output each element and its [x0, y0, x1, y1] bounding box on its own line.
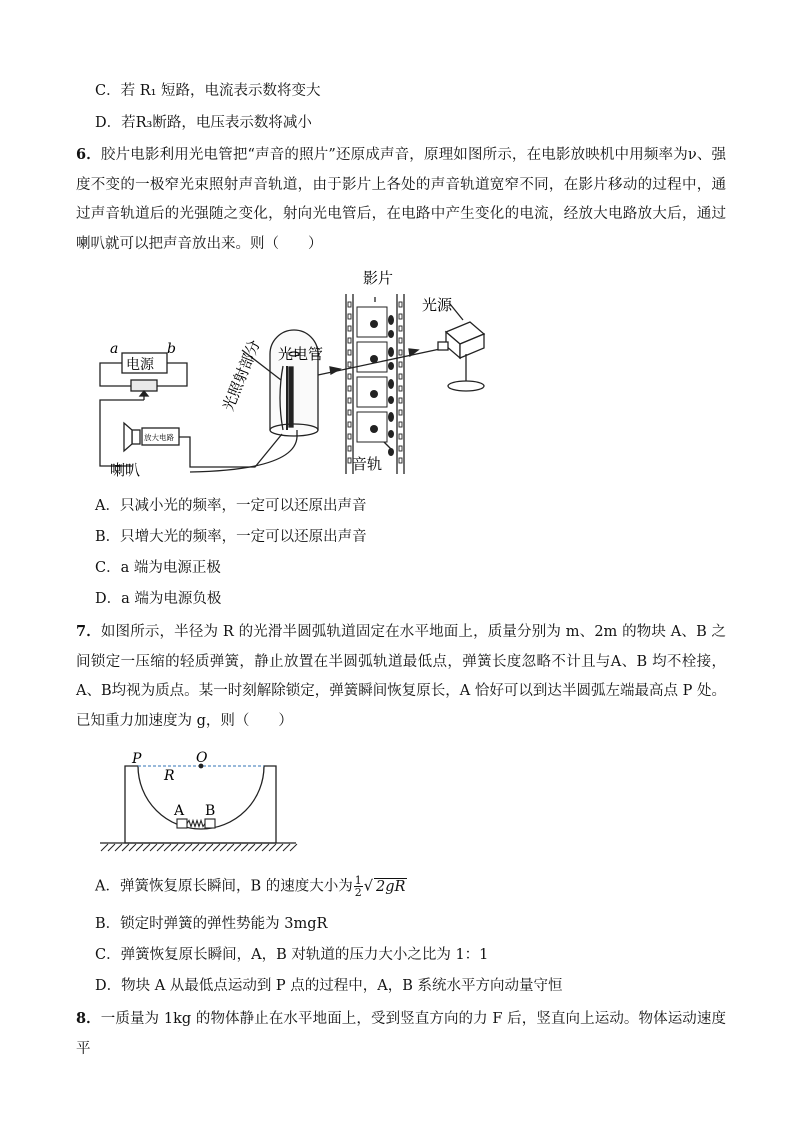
q5-option-c: C．若 R₁ 短路，电流表示数将变大 [95, 83, 321, 99]
label-amplifier: 放大电路 [144, 433, 174, 442]
fraction-denominator: 2 [354, 886, 362, 899]
q6-option-a: A．只减小光的频率，一定可以还原出声音 [95, 498, 367, 514]
label-light-source: 光源 [422, 296, 453, 314]
q8-stem [76, 1004, 726, 1064]
label-a-block: A [174, 803, 185, 819]
q6-figure [0, 262, 794, 492]
block-a [177, 819, 187, 828]
fraction [354, 875, 363, 898]
q7-option-a [95, 875, 407, 898]
spring [187, 821, 205, 827]
label-power: 电源 [126, 357, 154, 373]
speaker-icon [132, 430, 140, 444]
label-p: P [132, 751, 142, 767]
fraction-numerator: 1 [354, 874, 362, 887]
q7-stem [76, 617, 726, 736]
label-sound-track: 音轨 [352, 455, 383, 473]
q7-figure [0, 745, 794, 870]
label-speaker: 喇叭 [110, 461, 141, 479]
sqrt-radicand: 2gR [376, 878, 406, 895]
sqrt-icon: √ [363, 878, 373, 895]
q8-number: 8． [76, 1010, 101, 1027]
q5-option-d: D．若R₃断路，电压表示数将减小 [95, 115, 312, 131]
q6-option-b: B．只增大光的频率，一定可以还原出声音 [95, 529, 367, 545]
q8-stem-text: 一质量为 1kg 的物体静止在水平地面上，受到竖直方向的力 F 后，竖直向上运动。物体运动速度平 [76, 1011, 726, 1057]
q6-number: 6． [76, 146, 101, 163]
q7-option-a-text: A．弹簧恢复原长瞬间，B 的速度大小为 [95, 878, 353, 895]
label-r: R [164, 768, 175, 784]
ground-hatch [101, 844, 297, 851]
q7-option-d: D．物块 A 从最低点运动到 P 点的过程中，A，B 系统水平方向动量守恒 [95, 978, 563, 994]
label-a: a [110, 341, 119, 357]
rheostat [131, 380, 157, 391]
semicircle-track [125, 766, 276, 843]
q6-option-d: D．a 端为电源负极 [95, 591, 222, 607]
q7-stem-text: 如图所示，半径为 R 的光滑半圆弧轨道固定在水平地面上，质量分别为 m、2m 的物块 A、B 之间锁定一压缩的轻质弹簧，静止放置在半圆弧轨道最低点，弹簧长度忽略不计且与A、B 均不栓接，A、B均视为质点。某一时刻解除锁定，弹簧瞬间恢复原长，A 恰好可以到达半圆弧左端最高点 P 处。已知重力加速度为 g，则（ ） [76, 624, 727, 729]
label-lit-part: 光照射部分 [219, 337, 264, 414]
label-phototube: 光电管 [278, 345, 324, 363]
label-b: b [167, 341, 176, 357]
q6-option-c: C．a 端为电源正极 [95, 560, 221, 576]
block-b [205, 819, 215, 828]
q7-number: 7． [76, 623, 101, 640]
q6-stem-text: 胶片电影利用光电管把“声音的照片”还原成声音，原理如图所示，在电影放映机中用频率为ν、强度不变的一极窄光束照射声音轨道，由于影片上各处的声音轨道宽窄不同，在影片移动的过程中，通过声音轨道后的光强随之变化，射向光电管后，在电路中产生变化的电流，经放大电路放大后，通过喇叭就可以把声音放出来。则（ ） [76, 147, 727, 252]
label-b-block: B [205, 803, 216, 819]
label-o: O [196, 750, 208, 766]
q7-option-b: B．锁定时弹簧的弹性势能为 3mgR [95, 916, 328, 932]
label-film: 影片 [363, 269, 394, 287]
q6-stem [76, 140, 726, 259]
q7-option-c: C．弹簧恢复原长瞬间，A，B 对轨道的压力大小之比为 1：1 [95, 947, 489, 963]
